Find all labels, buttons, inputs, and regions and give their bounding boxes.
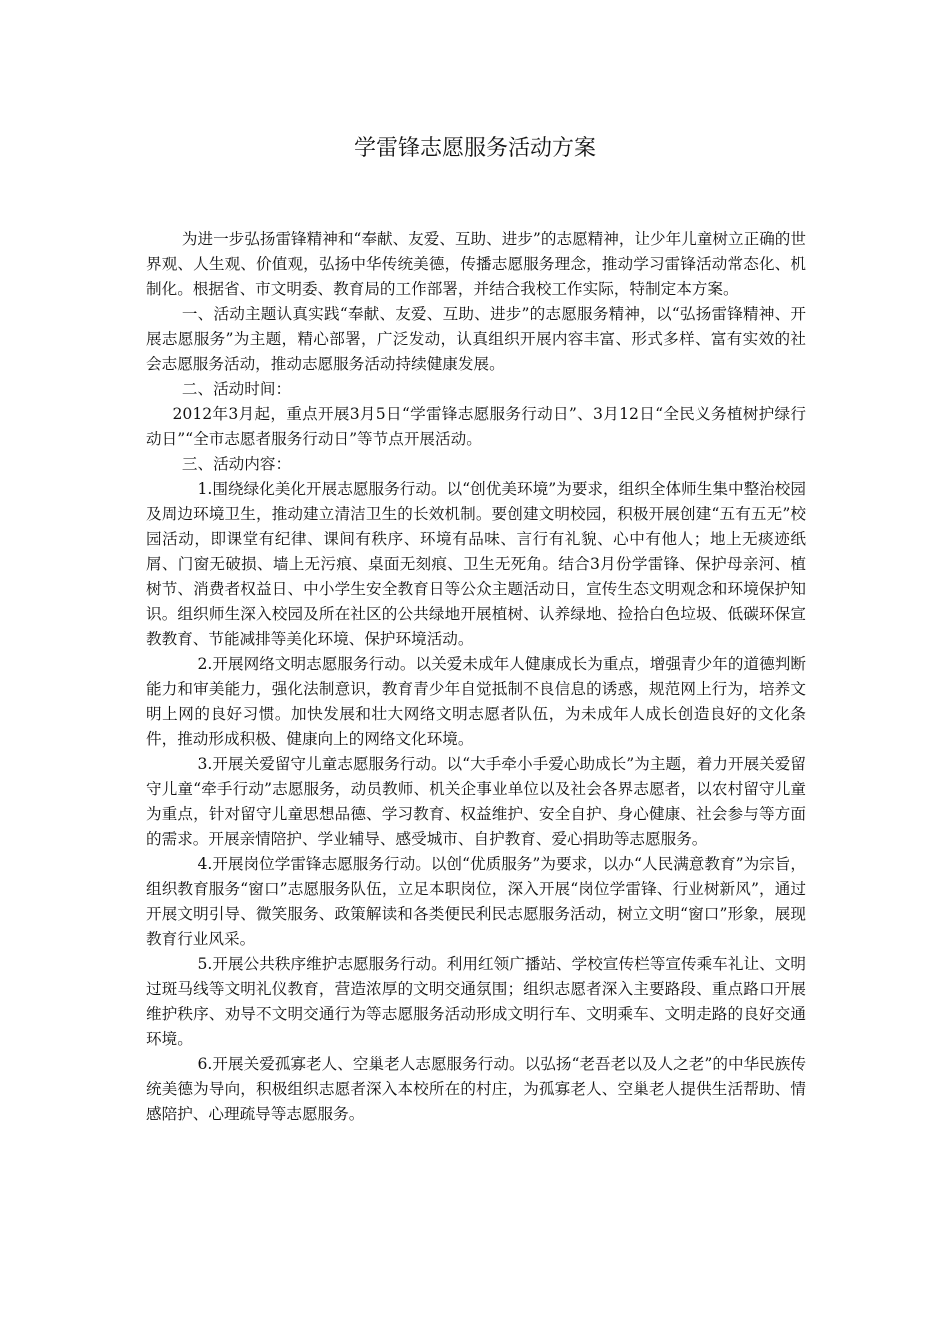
paragraph-item-1: 1.围绕绿化美化开展志愿服务行动。以“创优美环境”为要求，组织全体师生集中整治校园及周边环境卫生，推动建立清洁卫生的长效机制。要创建文明校园，积极开展创建“五有五无”校园活动，即课堂有纪律、课间有秩序、环境有品味、言行有礼貌、心中有他人；地上无痰迹纸屑、门窗无破损、墙上无污痕、桌面无刻痕、卫生无死角。结合3月份学雷锋、保护母亲河、植树节、消费者权益日、中小学生安全教育日等公众主题活动日，宣传生态文明观念和环境保护知识。组织师生深入校园及所在社区的公共绿地开展植树、认养绿地、捡拾白色垃圾、低碳环保宣教教育、节能减排等美化环境、保护环境活动。 bbox=[146, 480, 806, 648]
paragraph-item-6: 6.开展关爱孤寡老人、空巢老人志愿服务行动。以弘扬“老吾老以及人之老”的中华民族传统美德为导向，积极组织志愿者深入本校所在的村庄，为孤寡老人、空巢老人提供生活帮助、情感陪护、心理疏导等志愿服务。 bbox=[146, 1055, 806, 1123]
paragraph-content-heading: 三、活动内容： bbox=[181, 455, 292, 473]
document-title: 学雷锋志愿服务活动方案 bbox=[353, 136, 596, 161]
paragraph-item-5: 5.开展公共秩序维护志愿服务行动。利用红领广播站、学校宣传栏等宣传乘车礼让、文明过斑马线等文明礼仪教育，营造浓厚的文明交通氛围；组织志愿者深入主要路段、重点路口开展维护秩序、劝导不文明交通行为等志愿服务活动形成文明行车、文明乘车、文明走路的良好交通环境。 bbox=[146, 955, 806, 1048]
document-body bbox=[146, 227, 806, 1127]
paragraph-theme: 一、活动主题认真实践“奉献、友爱、互助、进步”的志愿服务精神，以“弘扬雷锋精神、开展志愿服务”为主题，精心部署，广泛发动，认真组织开展内容丰富、形式多样、富有实效的社会志愿服务活动，推动志愿服务活动持续健康发展。 bbox=[146, 305, 806, 373]
paragraph-item-2: 2.开展网络文明志愿服务行动。以关爱未成年人健康成长为重点，增强青少年的道德判断能力和审美能力，强化法制意识，教育青少年自觉抵制不良信息的诱惑，规范网上行为，培养文明上网的良好习惯。加快发展和壮大网络文明志愿者队伍，为未成年人成长创造良好的文化条件，推动形成积极、健康向上的网络文化环境。 bbox=[146, 655, 806, 748]
paragraph-time: 2012年3月起，重点开展3月5日“学雷锋志愿服务行动日”、3月12日“全民义务植树护绿行动日”“全市志愿者服务行动日”等节点开展活动。 bbox=[146, 405, 806, 448]
paragraph-item-3: 3.开展关爱留守儿童志愿服务行动。以“大手牵小手爱心助成长”为主题，着力开展关爱留守儿童“牵手行动”志愿服务，动员教师、机关企事业单位以及社会各界志愿者，以农村留守儿童为重点，针对留守儿童思想品德、学习教育、权益维护、安全自护、身心健康、社会参与等方面的需求。开展亲情陪护、学业辅导、感受城市、自护教育、爱心捐助等志愿服务。 bbox=[146, 755, 806, 848]
paragraph-time-heading: 二、活动时间： bbox=[181, 380, 292, 398]
paragraph-intro: 为进一步弘扬雷锋精神和“奉献、友爱、互助、进步”的志愿精神，让少年儿童树立正确的世界观、人生观、价值观，弘扬中华传统美德，传播志愿服务理念，推动学习雷锋活动常态化、机制化。根据省、市文明委、教育局的工作部署，并结合我校工作实际，特制定本方案。 bbox=[146, 230, 806, 298]
paragraph-item-4: 4.开展岗位学雷锋志愿服务行动。以创“优质服务”为要求，以办“人民满意教育”为宗旨，组织教育服务“窗口”志愿服务队伍，立足本职岗位，深入开展“岗位学雷锋、行业树新风”，通过开展文明引导、微笑服务、政策解读和各类便民利民志愿服务活动，树立文明“窗口”形象，展现教育行业风采。 bbox=[146, 855, 806, 948]
